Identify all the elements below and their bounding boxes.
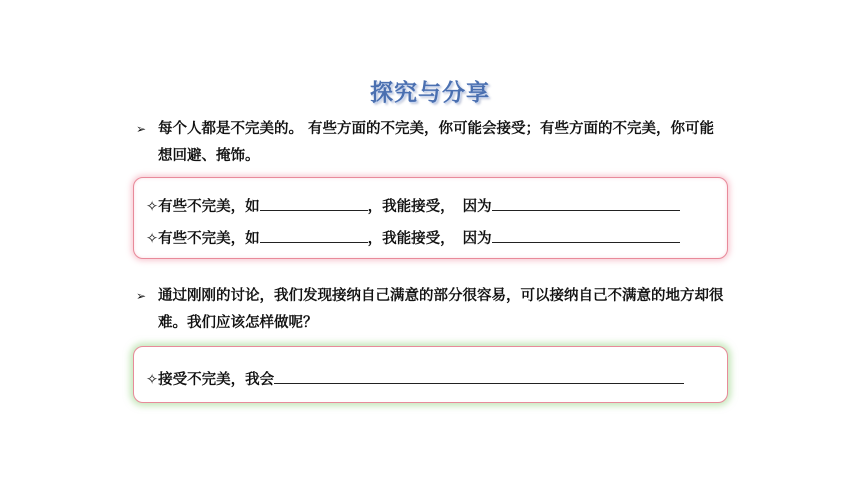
row-prefix: ✧有些不完美，如 [146, 199, 260, 215]
bullet-intro-text: 每个人都是不完美的。 有些方面的不完美，你可能会接受；有些方面的不完美，你可能想回避、掩饰。 [158, 121, 715, 164]
blank-line[interactable] [492, 194, 680, 211]
blank-line[interactable] [260, 226, 368, 243]
row-because: 因为 [462, 199, 492, 215]
row-because: 因为 [462, 231, 492, 247]
fill-in-row [146, 194, 680, 216]
bullet-intro [136, 116, 726, 170]
fill-in-box-acceptance [133, 177, 728, 259]
bullet-question [136, 283, 726, 337]
fill-in-row [146, 367, 684, 389]
blank-line[interactable] [274, 367, 684, 384]
row-middle: ，我能接受， [367, 231, 455, 247]
fill-in-box-plan [133, 346, 728, 403]
slide-title: 探究与分享 [370, 80, 490, 106]
arrow-bullet-icon: ➢ [136, 122, 147, 136]
fill-in-row [146, 226, 680, 248]
row-prefix: ✧接受不完美，我会 [146, 372, 275, 388]
blank-line[interactable] [260, 194, 368, 211]
row-middle: ，我能接受， [367, 199, 455, 215]
arrow-bullet-icon: ➢ [136, 289, 147, 303]
bullet-question-text: 通过刚刚的讨论，我们发现接纳自己满意的部分很容易，可以接纳自己不满意的地方却很难。我们应该怎样做呢？ [158, 288, 724, 331]
row-prefix: ✧有些不完美，如 [146, 231, 260, 247]
blank-line[interactable] [492, 226, 680, 243]
